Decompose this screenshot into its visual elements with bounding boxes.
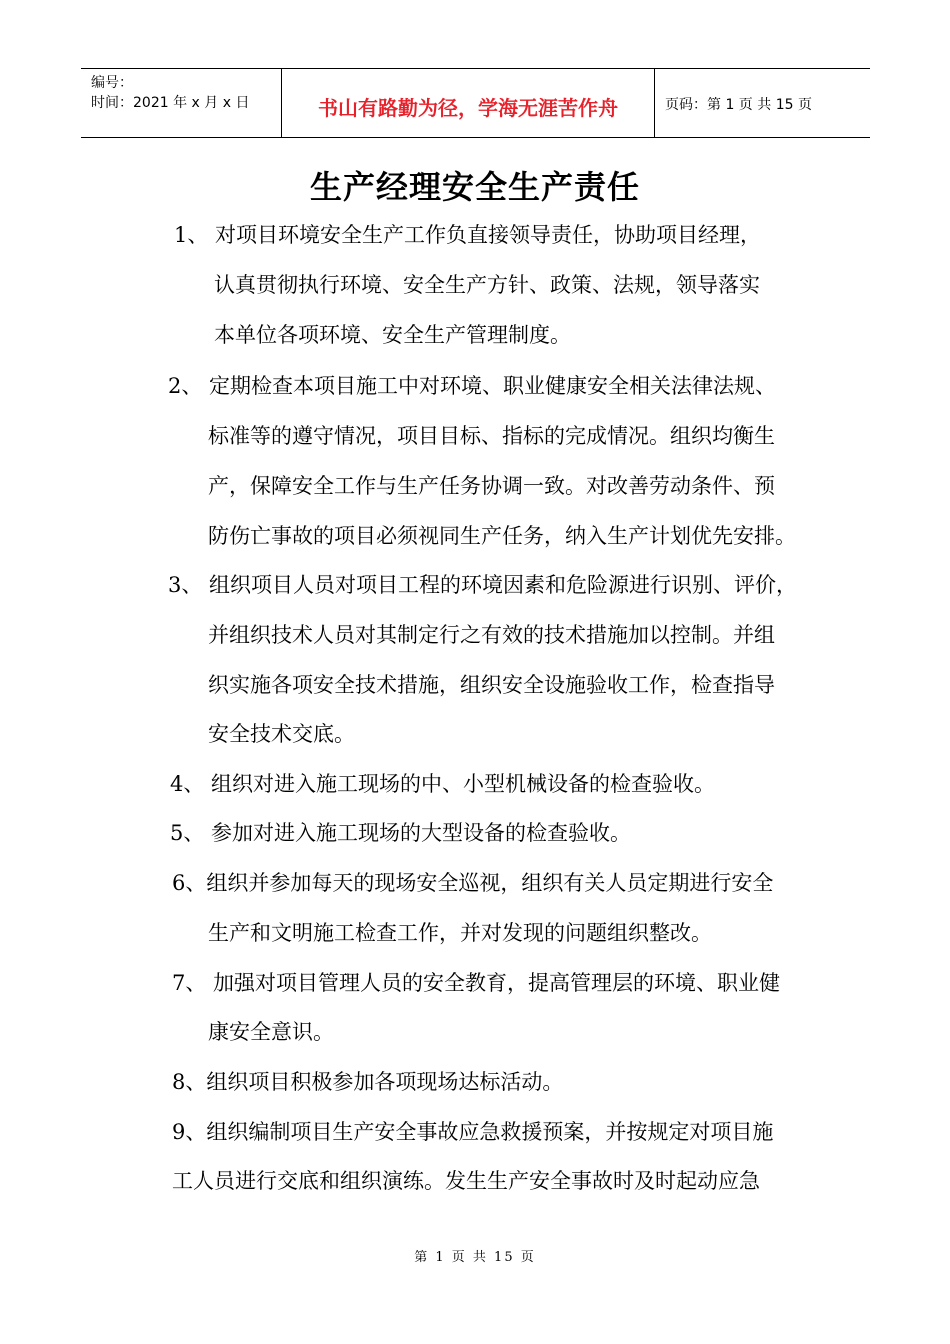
body-line: 康安全意识。 [208,1020,334,1044]
header-motto-cell [281,69,655,137]
body-line: 安全技术交底。 [208,722,355,746]
header-page-cell [654,69,870,137]
body-line: 本单位各项环境、安全生产管理制度。 [214,323,571,347]
body-line: 3、 组织项目人员对项目工程的环境因素和危险源进行识别、评价， [168,573,798,597]
document-header [81,68,870,138]
body-line: 标准等的遵守情况，项目目标、指标的完成情况。组织均衡生 [208,424,775,448]
header-left-cell [81,69,281,137]
body-line: 2、 定期检查本项目施工中对环境、职业健康安全相关法律法规、 [168,374,777,398]
number-label: 编号： [91,75,133,91]
document-title: 生产经理安全生产责任 [309,168,640,206]
body-line: 工人员进行交底和组织演练。发生生产安全事故时及时起动应急 [172,1169,760,1193]
body-line: 产，保障安全工作与生产任务协调一致。对改善劳动条件、预 [208,474,775,498]
page-info: 页码：第 1 页 共 15 页 [665,97,812,113]
motto-text: 书山有路勤为径，学海无涯苦作舟 [318,96,618,120]
date-label: 时间：2021 年 x 月 x 日 [91,95,250,111]
body-line: 4、 组织对进入施工现场的中、小型机械设备的检查验收。 [170,772,716,796]
body-line: 9、组织编制项目生产安全事故应急救援预案，并按规定对项目施 [172,1120,774,1144]
body-line: 生产和文明施工检查工作，并对发现的问题组织整改。 [208,921,712,945]
body-line: 织实施各项安全技术措施，组织安全设施验收工作，检查指导 [208,673,775,697]
body-line: 7、 加强对项目管理人员的安全教育，提高管理层的环境、职业健 [172,971,781,995]
body-line: 并组织技术人员对其制定行之有效的技术措施加以控制。并组 [208,623,775,647]
body-line: 认真贯彻执行环境、安全生产方针、政策、法规，领导落实 [214,273,760,297]
body-line: 5、 参加对进入施工现场的大型设备的检查验收。 [170,821,632,845]
page-footer: 第 1 页 共 15 页 [414,1250,536,1265]
body-line: 1、 对项目环境安全生产工作负直接领导责任，协助项目经理， [174,223,762,247]
body-line: 防伤亡事故的项目必须视同生产任务，纳入生产计划优先安排。 [208,524,796,548]
body-line: 8、组织项目积极参加各项现场达标活动。 [172,1070,564,1094]
body-line: 6、组织并参加每天的现场安全巡视，组织有关人员定期进行安全 [172,871,774,895]
